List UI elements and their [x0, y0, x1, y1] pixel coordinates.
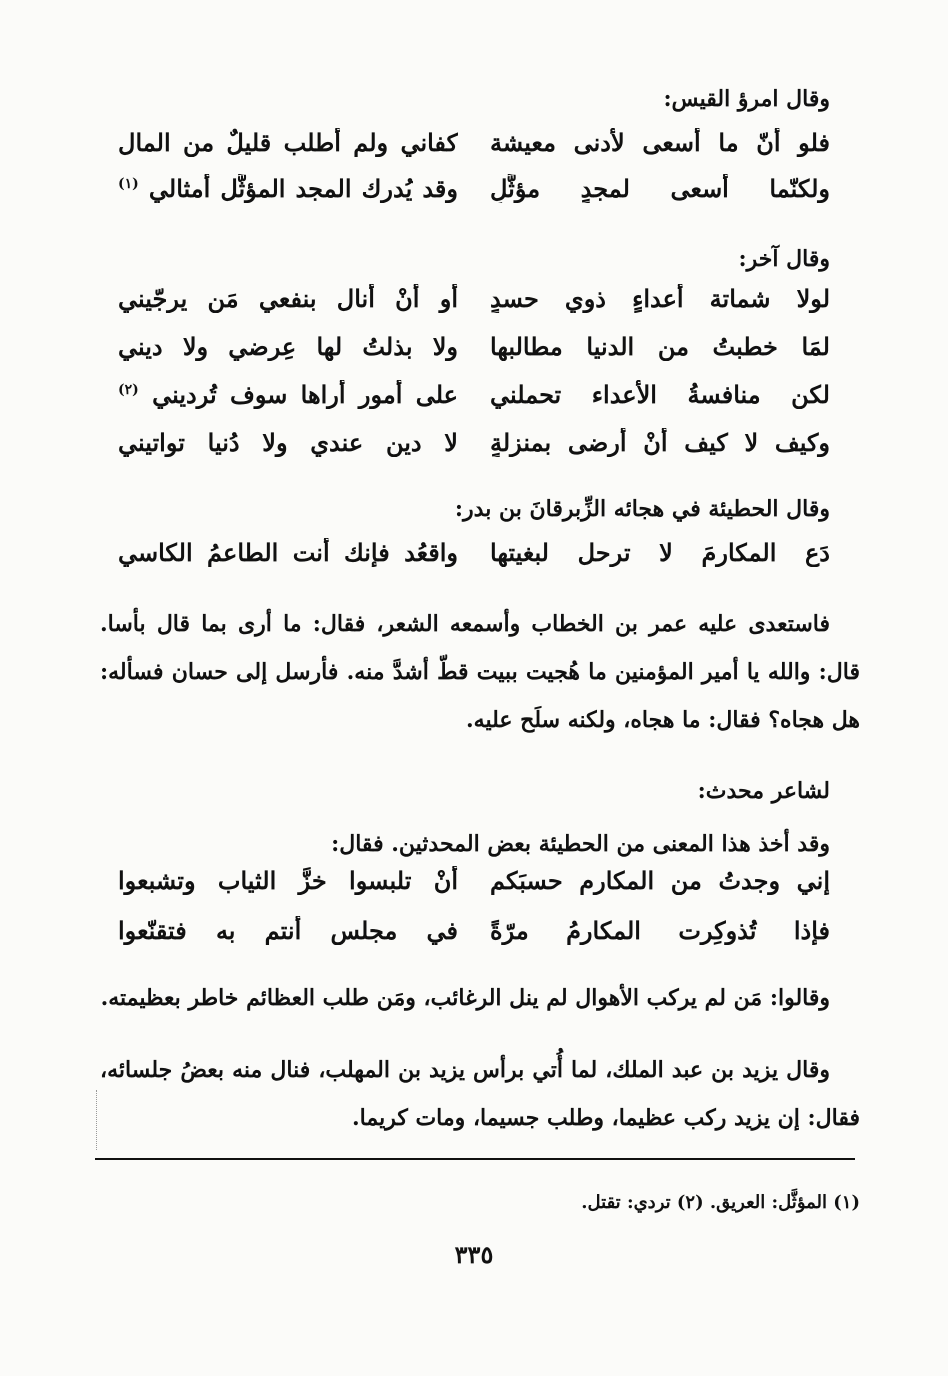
section-intro-another: وقال آخر: [738, 246, 830, 272]
verse-first-hemistich: إني وجدتُ من المكارم حسبَكم [490, 866, 830, 895]
verse-second-hemistich: ولا بذلتُ لها عِرضي ولا ديني [118, 332, 458, 361]
footnote-separator [95, 1158, 855, 1160]
verse-line [118, 538, 830, 578]
section-heading-modern-poet: لشاعر محدث: [697, 778, 830, 804]
verse-first-hemistich: فلو أنّ ما أسعى لأدنى معيشة [490, 128, 830, 157]
verse-first-hemistich: لولا شماتة أعداءٍ ذوي حسدٍ [490, 284, 830, 313]
prose-anecdote-yazid: وقال يزيد بن عبد الملك، لما أُتي برأس يزيد بن المهلب، فنال منه بعضُ جلسائه، فقال: إن يزيد ركب عظيما، وطلب جسيما، ومات كريما. [100, 1057, 860, 1131]
section-intro-hutayah: وقال الحطيئة في هجائه الزِّبرقانَ بن بدر: [454, 496, 830, 522]
verse-line [118, 174, 830, 214]
verse-text: وقد يُدرك المجد المؤثَّل أمثالي [148, 174, 458, 203]
verse-first-hemistich: وكيف لا كيف أنْ أرضى بمنزلةٍ [490, 428, 830, 457]
verse-first-hemistich: ولكنّما أسعى لمجدٍ مؤثَّلٍ [490, 174, 830, 203]
verse-first-hemistich: فإذا تُذوكِرت المكارمُ مرّةً [490, 916, 830, 945]
verse-second-hemistich: في مجلسٍ أنتم به فتقنّعوا [118, 916, 458, 945]
verse-second-hemistich: كفاني ولم أطلب قليلٌ من المال [118, 128, 458, 157]
section-intro-modern: وقد أخذ هذا المعنى من الحطيئة بعض المحدثين. فقال: [331, 831, 830, 857]
footnote-reference: (٢) [118, 382, 139, 398]
prose-paragraph-umar: فاستعدى عليه عمر بن الخطاب وأسمعه الشعر، فقال: ما أرى بما قال بأسا. قال: والله يا أمير المؤمنين ما هُجيت ببيت قطّ أشدَّ منه. فأرسل إلى حسان فسأله: هل هجاه؟ فقال: ما هجاه، ولكنه سلَح عليه. [100, 611, 860, 733]
section-intro-imru-alqays: وقال امرؤ القيس: [663, 86, 830, 112]
verse-first-hemistich: دَعِ المكارمَ لا ترحل لبغيتها [490, 538, 830, 567]
verse-second-hemistich: أو أنْ أنال بنفعي مَن يرجّيني [118, 284, 458, 313]
verse-line [118, 128, 830, 168]
verse-line [118, 284, 830, 324]
verse-line [118, 380, 830, 420]
verse-second-hemistich [118, 174, 458, 203]
verse-line [118, 866, 830, 906]
verse-second-hemistich: لا دين عندي ولا دُنيا تواتيني [118, 428, 458, 457]
verse-second-hemistich: واقعُد فإنك أنت الطاعمُ الكاسي [118, 538, 458, 567]
verse-line [118, 332, 830, 372]
verse-second-hemistich: أنْ تلبسوا خزَّ الثياب وتشبعوا [118, 866, 458, 895]
verse-line [118, 428, 830, 468]
verse-first-hemistich: لكن منافسةُ الأعداء تحملني [490, 380, 830, 409]
verse-text: على أمورٍ أراها سوف تُرديني [152, 380, 458, 409]
page-number: ٣٣٥ [454, 1240, 494, 1269]
verse-second-hemistich [118, 380, 458, 409]
margin-mark [96, 1090, 97, 1150]
footnote-reference: (١) [118, 176, 139, 192]
verse-first-hemistich: لمَا خطبتُ من الدنيا مطالبها [490, 332, 830, 361]
verse-line [118, 916, 830, 956]
prose-saying: وقالوا: مَن لم يركب الأهوال لم ينل الرغائب، ومَن طلب العظائم خاطر بعظيمته. [100, 985, 830, 1011]
footnotes: (١) المؤثَّل: العريق. (٢) تردي: تقتل. [581, 1192, 860, 1213]
